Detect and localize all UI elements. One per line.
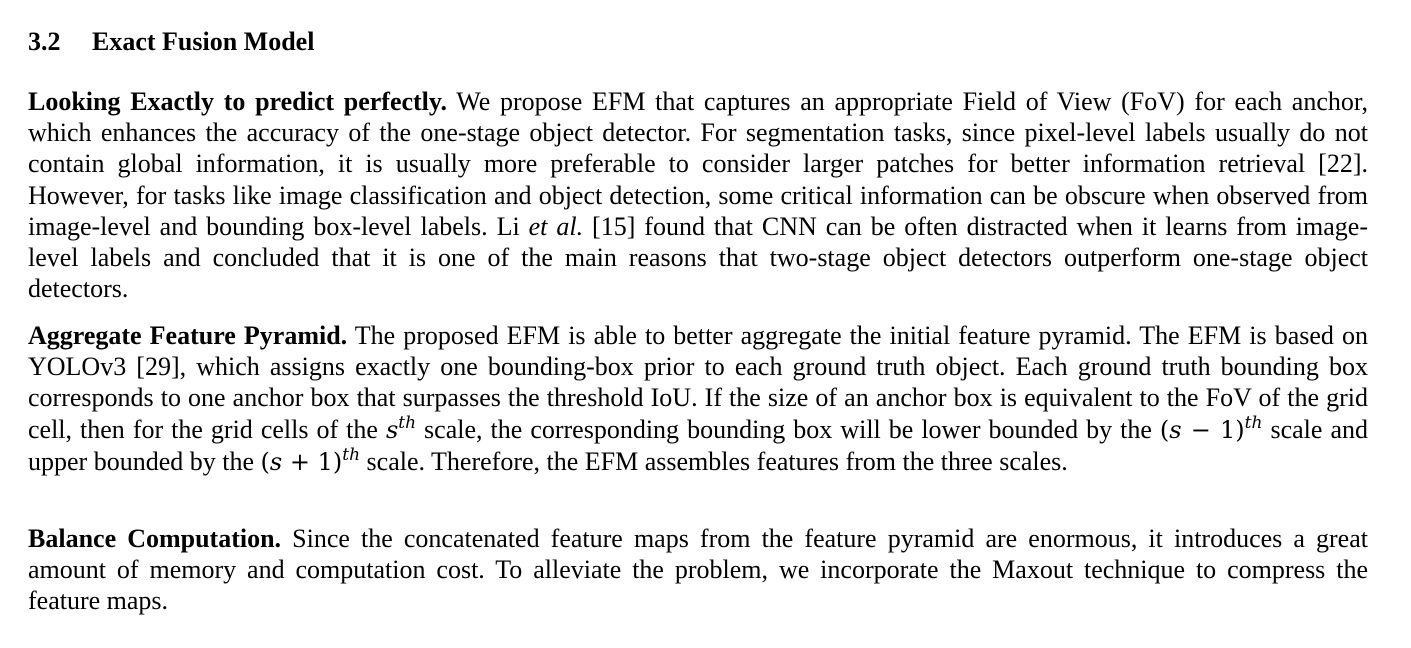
paragraph-balance-computation [28, 523, 1368, 617]
paragraph-text: scale, the corresponding bounding box will be lower bounded by the [416, 414, 1160, 444]
paragraph-aggregate-feature-pyramid [28, 320, 1368, 478]
paragraph-text: scale. Therefore, the EFM assembles features from the three scales. [360, 446, 1068, 476]
paragraph-text: scale and upper bounded by the [28, 414, 1368, 476]
math-expression: (s + 1) [260, 447, 343, 476]
paragraph-heading: Balance Computation. [28, 524, 282, 553]
math-superscript: th [342, 444, 361, 465]
math-superscript: th [1244, 412, 1263, 433]
math-s-th [385, 412, 417, 444]
section-heading [28, 24, 314, 60]
paragraph-heading: Aggregate Feature Pyramid. [28, 321, 348, 350]
paragraph-heading: Looking Exactly to predict perfectly. [28, 87, 447, 116]
math-expression: (s − 1) [1159, 415, 1245, 444]
section-title: Exact Fusion Model [92, 27, 315, 56]
paragraph-text: The proposed EFM is able to better aggregate the initial feature pyramid. The EFM is based on YOLOv3 [29], which assigns exactly one bounding-box prior to each ground truth object. Each ground truth bounding box corresponds to one anchor box that surpasses the threshold IoU. If the size of an anchor box is equivalent to the FoV of the grid cell, then for the grid cells of the [28, 321, 1368, 444]
paragraph-looking-exactly [28, 86, 1368, 304]
paragraph-text: [15] found that CNN can be often distracted when it learns from image-level labels and concluded that it is one of the main reasons that two-stage object detectors outperform one-stage object detectors. [28, 211, 1368, 304]
math-lower-bound [1159, 412, 1263, 444]
math-variable: s [385, 415, 399, 444]
paragraph-text: Since the concatenated feature maps from the feature pyramid are enormous, it introduces a great amount of memory and computation cost. To alleviate the problem, we incorporate the Maxout technique to compress the feature maps. [28, 524, 1368, 616]
math-upper-bound [260, 444, 361, 476]
math-superscript: th [398, 412, 417, 433]
et-al: et al. [528, 211, 584, 241]
section-number: 3.2 [28, 27, 61, 56]
paragraph-text: We propose EFM that captures an appropriate Field of View (FoV) for each anchor, which enhances the accuracy of the one-stage object detector. For segmentation tasks, since pixel-level labels usually do not contain global information, it is usually more preferable to consider larger patches for better information retrieval [22]. However, for tasks like image classification and object detection, some critical information can be obscure when observed from image-level and bounding box-level labels. Li [28, 87, 1368, 241]
